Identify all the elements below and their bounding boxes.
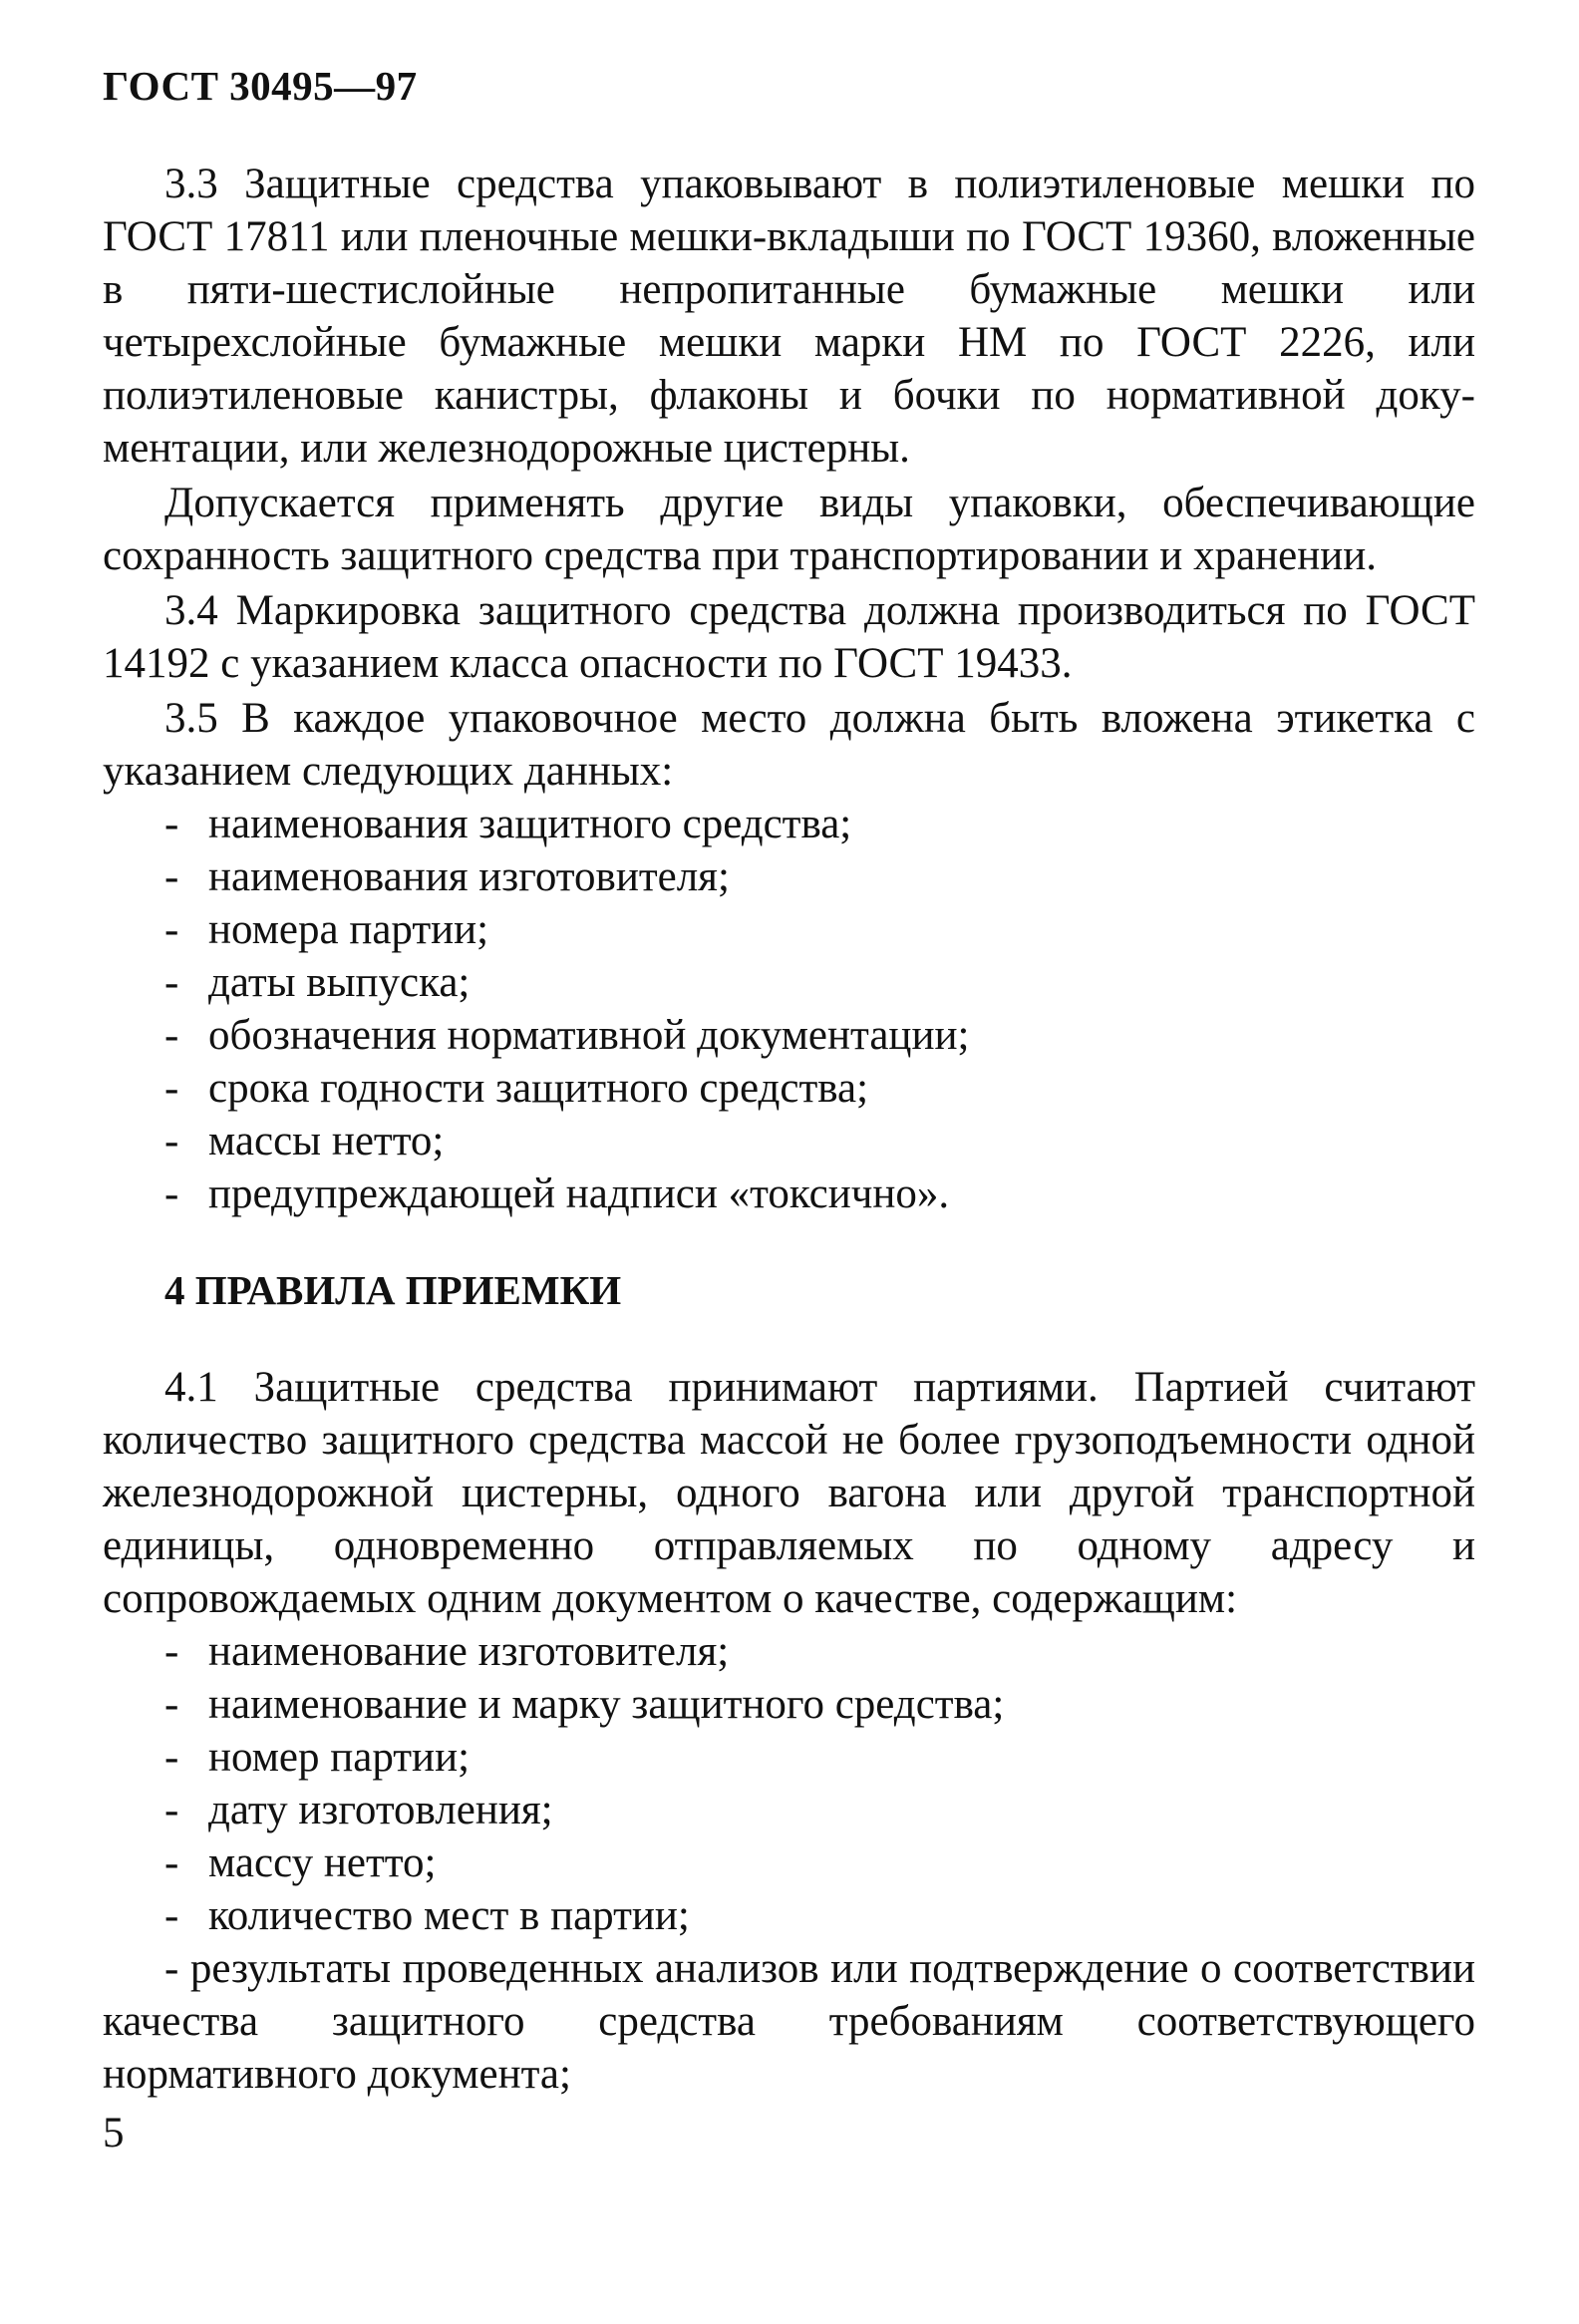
list-item (103, 798, 1475, 850)
list-dash: - (164, 1170, 179, 1217)
list-dash: - (164, 906, 179, 953)
list-item (103, 1009, 1475, 1062)
list-item (103, 1167, 1475, 1220)
list-item-text: номера партии; (208, 906, 489, 953)
list-item-text: дату изготовления; (208, 1787, 553, 1833)
list-item (103, 1889, 1475, 1942)
list-item-text: массу нетто; (208, 1839, 437, 1886)
list-dash: - (164, 801, 179, 847)
list-dash: - (164, 1787, 179, 1833)
list-dash: - (164, 959, 179, 1006)
list-dash: - (164, 1839, 179, 1886)
clause-3-4: 3.4 Маркировка защитного средства должна производиться по ГОСТ 14192 с указанием класса опасности по ГОСТ 19433. (103, 587, 1475, 687)
list-dash: - (164, 1734, 179, 1781)
list-item-text: наименование изготовителя; (208, 1628, 730, 1675)
list-item (103, 1784, 1475, 1836)
list-item-text: срока годности защитного средства; (208, 1065, 869, 1112)
list-item-text: массы нетто; (208, 1118, 445, 1164)
list-item-text: наименования изготовителя; (208, 853, 730, 900)
list-item (103, 850, 1475, 903)
list-item (103, 1942, 1475, 2101)
list-item (103, 903, 1475, 956)
clause-3-3: 3.3 Защитные средства упаковывают в полиэтиленовые мешки по ГОСТ 17811 или пленочные мешки-вкладыши по ГОСТ 19360, вложенные в пяти-шестислойные непропитанные бумажные мешки или четырехслойные бумажные мешки марки НМ по ГОСТ 2226, или полиэтиленовые канистры, флаконы и бочки по нормативной документации, или железнодорожные цистерны. (103, 161, 1475, 472)
list-dash: - (164, 1118, 179, 1164)
list-dash: - (164, 853, 179, 900)
list-item (103, 1115, 1475, 1167)
list-item-text: номер партии; (208, 1734, 471, 1781)
list-dash: - (164, 1065, 179, 1112)
clause-3-3-note: Допускается применять другие виды упаковки, обеспечивающие сохранность защитного средства при транспортировании и хранении. (103, 480, 1475, 579)
page-content (103, 158, 1475, 2101)
list-item (103, 956, 1475, 1009)
list-item (103, 1062, 1475, 1115)
list-item-text: наименование и марку защитного средства; (208, 1681, 1005, 1728)
list-dash: - (164, 1892, 179, 1939)
list-item (103, 1836, 1475, 1889)
list-dash: - (164, 1012, 179, 1059)
list-item-text: результаты проведенных анализов или подтверждение о соответствии качества защитного средства требованиям соответствующего нормативного документа; (103, 1945, 1475, 2098)
section-4-heading: 4 ПРАВИЛА ПРИЕМКИ (164, 1267, 622, 1313)
standard-header: ГОСТ 30495—97 (103, 63, 418, 109)
label-data-list (103, 798, 1475, 1220)
list-item-text: предупреждающей надписи «токсично». (208, 1170, 950, 1217)
list-item-text: количество мест в партии; (208, 1892, 690, 1939)
list-dash: - (164, 1681, 179, 1728)
list-item (103, 1678, 1475, 1731)
list-item-text: даты выпуска; (208, 959, 471, 1006)
list-dash: - (164, 1628, 179, 1675)
list-item (103, 1731, 1475, 1784)
list-dash: - (164, 1945, 190, 1992)
page-number: 5 (103, 2110, 125, 2157)
clause-3-5: 3.5 В каждое упаковочное место должна быть вложена этикетка с указанием следующих данных: (103, 695, 1475, 795)
quality-document-list (103, 1625, 1475, 2101)
list-item-text: обозначения нормативной документации; (208, 1012, 970, 1059)
list-item (103, 1625, 1475, 1678)
list-item-text: наименования защитного средства; (208, 801, 852, 847)
clause-4-1: 4.1 Защитные средства принимают партиями. Партией считают количество защитного средства массой не более грузоподъемности одной железнодорожной цистерны, одного вагона или другой транспортной единицы, одновременно отправляемых по одному адресу и сопровождаемых одним документом о качестве, содержащим: (103, 1364, 1475, 1622)
